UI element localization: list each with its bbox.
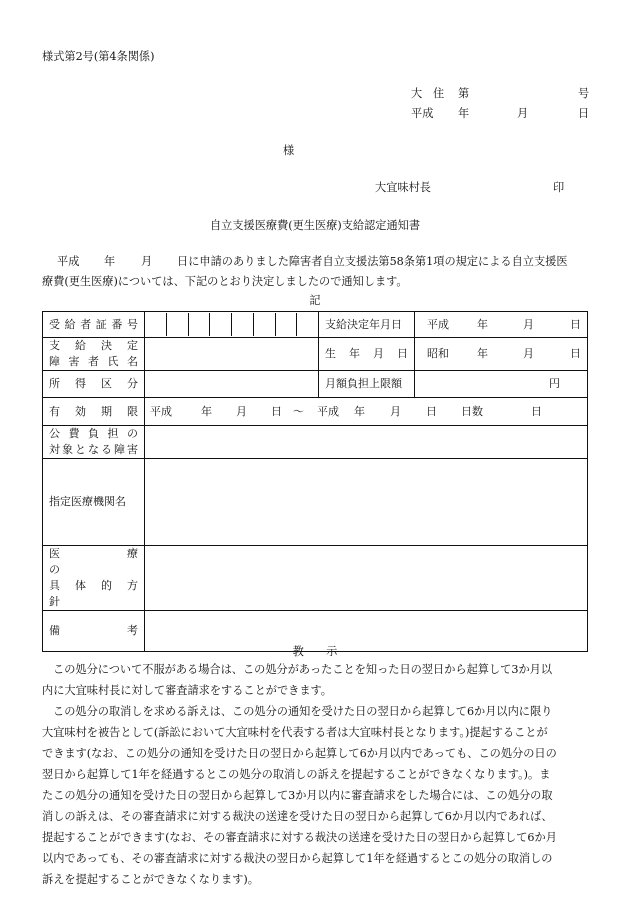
issue-date-era: 平成 [411,107,434,120]
validity-from-day: 日 [271,404,282,418]
row-medical-institution [43,459,588,546]
row-public-burden [43,426,588,459]
certificate-table [42,311,588,652]
digit-box [166,313,188,336]
row-treatment-plan [43,546,588,611]
digit-box [231,313,253,336]
recipient-name-label-line1: 支 給 決 定 [49,339,138,353]
income-class-value [145,371,319,398]
row-recipient-number [43,312,588,338]
notice-p2-line: 消しの訴えは、その審査請求に対する裁決の送達を受けた日の翌日から起算して6か月以内であれば、 [42,810,553,823]
notice-p1-line: 内に大宜味村長に対して審査請求をすることができます。 [42,684,332,697]
issue-prefix-2: 住 [433,87,445,100]
recipient-name-label-line2: 障害者氏名 [49,355,138,368]
birthdate-value [415,338,588,371]
issue-number-suffix: 号 [578,87,590,100]
monthly-burden-value [415,371,588,398]
birthdate-label: 生 年 月 日 [319,338,415,371]
seal-mark: 印 [553,181,565,194]
decision-date-value [415,312,588,338]
notice-p1-line: この処分について不服がある場合は、この処分があったことを知った日の翌日から起算して3か月以 [53,663,553,676]
notice-p2-line: 以内であっても、その審査請求に対する裁決の翌日から起算して1年を経過するとこの処分の取消しの [42,852,553,865]
notice-p2-line: 提起することができます(なお、その審査請求に対する裁決の送達を受けた日の翌日から起算して6か月 [42,831,557,844]
form-number: 様式第2号(第4条関係) [42,50,155,63]
row-validity [43,398,588,426]
public-burden-label-line1: 公費負担の [49,427,138,441]
intro-text-2: 療費(更生医療)については、下記のとおり決定しましたので通知します。 [42,275,408,288]
validity-from-month: 月 [236,404,247,418]
ki-heading: 記 [309,294,321,307]
birthdate-month: 月 [523,347,534,360]
decision-date-year: 年 [477,317,488,331]
birthdate-era: 昭和 [427,347,449,360]
medical-institution-label: 指定医療機関名 [43,459,145,546]
issue-date-month: 月 [517,107,529,120]
issue-prefix-3: 第 [458,87,470,100]
validity-value [145,398,588,426]
validity-days-unit: 日 [531,404,542,418]
decision-date-month: 月 [523,317,534,331]
public-burden-value [145,426,588,459]
row-income-class [43,371,588,398]
notice-p2-line: 訴えを提起することができなくなります)。 [42,873,259,886]
document-title: 自立支援医療費(更生医療)支給認定通知書 [209,219,421,232]
notice-p2-line: 大宜味村を被告として(訴訟において大宜味村を代表する者は大宜味村長となります。)提起することが [42,726,548,739]
treatment-plan-value [145,546,588,611]
notice-p2-line: たこの処分の通知を受けた日の翌日から起算して3か月以内に審査請求をした場合には、この処分の取 [42,789,553,802]
digit-box [275,313,297,336]
treatment-plan-label-line1: 医 療 の [49,547,171,576]
treatment-plan-label [43,546,171,611]
notice-p2-line: できます(なお、この処分の通知を受けた日の翌日から起算して6か月以内であっても、この処分の日の [42,747,557,760]
intro-text-1: 日に申請のありました障害者自立支援法第58条第1項の規定による自立支援医 [177,255,568,268]
medical-institution-value [145,459,588,546]
row-recipient-name [43,338,588,371]
decision-date-label: 支給決定年月日 [319,312,415,338]
yen-unit: 円 [549,377,560,390]
recipient-name-label [43,338,145,371]
monthly-burden-label: 月額負担上限額 [319,371,415,398]
recipient-number-boxes [145,312,319,338]
validity-days-label: 日数 [461,404,483,418]
digit-box [145,313,166,336]
intro-year: 年 [104,255,116,268]
validity-to-day: 日 [426,404,437,418]
validity-to-month: 月 [390,404,401,418]
intro-era: 平成 [57,255,80,268]
notice-paragraph-2 [42,701,590,890]
issue-date-day: 日 [578,107,590,120]
notice-heading: 教 示 [292,645,338,658]
issue-prefix-1: 大 [411,87,423,100]
public-burden-label-line2: 対象となる障害 [49,443,138,456]
digit-box [296,313,318,336]
recipient-number-label: 受給者証番号 [43,312,145,338]
remarks-label: 備 考 [43,610,145,651]
public-burden-label [43,426,145,459]
notice-p2-line: この処分の取消しを求める訴えは、この処分の通知を受けた日の翌日から起算して6か月以内に限り [53,705,553,718]
validity-from-era: 平成 [150,404,172,418]
birthdate-year: 年 [477,347,488,360]
birthdate-day: 日 [570,347,581,360]
validity-to-year: 年 [354,404,365,418]
digit-box [209,313,231,336]
notice-p2-line: 翌日から起算して1年を経過するとこの処分の取消しの訴えを提起することができなくなります。)。ま [42,768,551,781]
income-class-label: 所 得 区 分 [43,371,145,398]
issue-date-year: 年 [458,107,470,120]
issuer-name: 大宜味村長 [375,181,431,194]
notice-paragraph-1 [42,659,590,701]
validity-label: 有 効 期 限 [43,398,145,426]
validity-from-year: 年 [201,404,212,418]
recipient-suffix: 様 [283,144,295,157]
digit-box [188,313,210,336]
validity-range-tilde: ～ [293,404,304,418]
treatment-plan-label-line2: 具 体 的 方 針 [49,578,149,608]
digit-box [253,313,275,336]
intro-month: 月 [141,255,153,268]
validity-to-era: 平成 [317,404,339,418]
decision-date-era: 平成 [427,317,449,331]
decision-date-day: 日 [570,317,581,331]
recipient-name-value [145,338,319,371]
